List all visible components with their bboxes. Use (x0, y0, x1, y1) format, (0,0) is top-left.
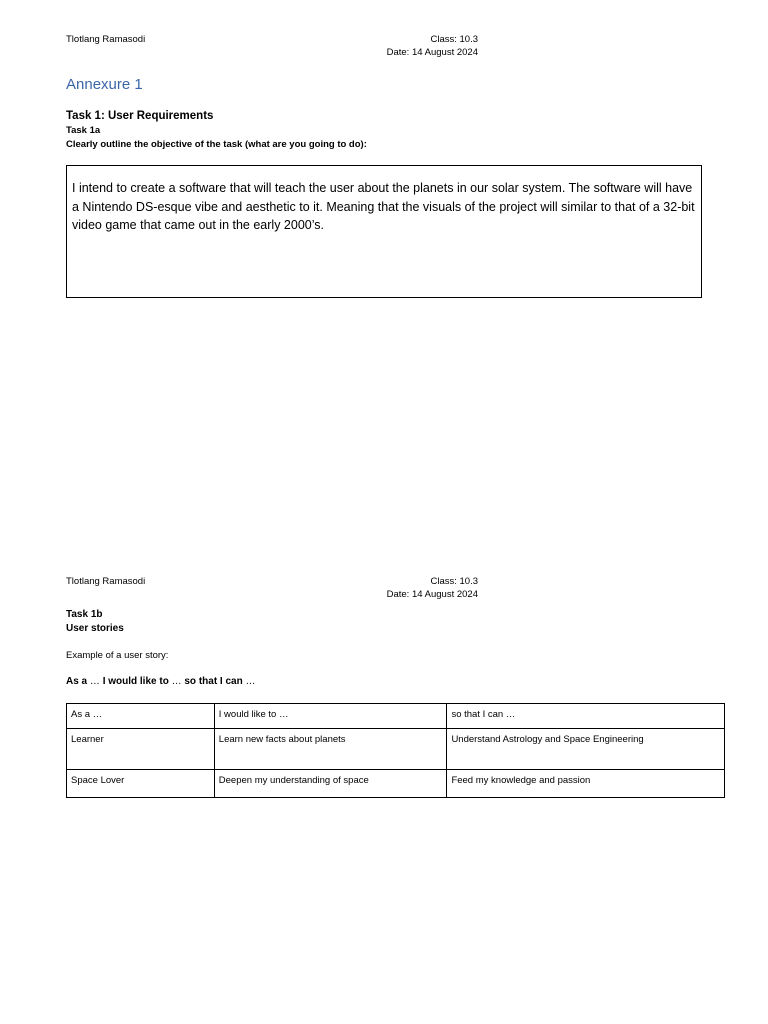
table-cell[interactable]: Space Lover (67, 770, 215, 798)
table-cell[interactable]: Understand Astrology and Space Engineering (447, 729, 725, 770)
template-dots: … (168, 676, 185, 687)
task1a-question: Clearly outline the objective of the task (what are you going to do): (66, 139, 367, 150)
table-row (67, 770, 725, 798)
template-dots: … (242, 676, 256, 687)
template-would-like: I would like to (102, 676, 169, 687)
table-cell[interactable]: Learner (67, 729, 215, 770)
header-class-date (340, 33, 478, 59)
annexure-title: Annexure 1 (66, 76, 143, 93)
table-row (67, 729, 725, 770)
header-class: Class: 10.3 (430, 34, 478, 45)
header-date: Date: 14 August 2024 (386, 589, 478, 600)
template-dots: … (87, 676, 103, 687)
objective-text-box[interactable]: I intend to create a software that will teach the user about the planets in our solar system. The software will have a Nintendo DS-esque vibe and aesthetic to it. Meaning that the visuals of the project will similar to that of a 32-bit video game that came out in the early 2000’s. (66, 165, 702, 298)
header-class-date (340, 575, 478, 601)
table-cell[interactable]: Feed my knowledge and passion (447, 770, 725, 798)
header-date: Date: 14 August 2024 (386, 47, 478, 58)
example-label: Example of a user story: (66, 650, 169, 661)
table-header-row (67, 704, 725, 729)
template-as-a: As a (66, 676, 88, 687)
task1b-label: Task 1b (66, 609, 103, 620)
header-student-name: Tlotlang Ramasodi (66, 576, 146, 587)
task1-title: Task 1: User Requirements (66, 110, 214, 122)
table-cell[interactable]: Learn new facts about planets (214, 729, 447, 770)
table-header-cell: As a … (67, 704, 215, 729)
user-stories-label: User stories (66, 623, 124, 634)
page-2 (0, 540, 768, 1024)
template-so-that: so that I can (184, 676, 243, 687)
header-class: Class: 10.3 (430, 576, 478, 587)
table-header-cell: I would like to … (214, 704, 447, 729)
table-cell[interactable]: Deepen my understanding of space (214, 770, 447, 798)
table-header-cell: so that I can … (447, 704, 725, 729)
task1a-label: Task 1a (66, 125, 101, 136)
header-student-name: Tlotlang Ramasodi (66, 34, 146, 45)
user-story-template (66, 676, 256, 687)
user-stories-table (66, 703, 725, 798)
